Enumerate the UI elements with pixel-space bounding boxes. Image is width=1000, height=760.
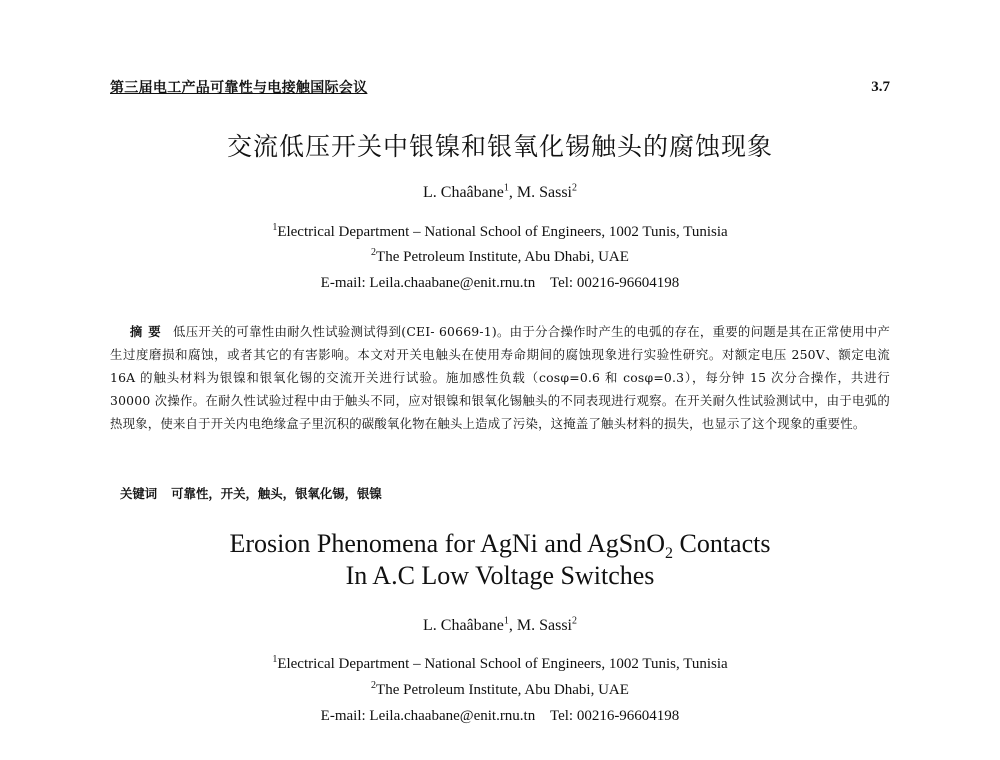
affiliation-2-text: The Petroleum Institute, Abu Dhabi, UAE <box>376 682 629 698</box>
author-separator: , <box>508 184 517 201</box>
affiliation-2-top <box>0 249 1000 266</box>
chinese-title: 交流低压开关中银镍和银氧化锡触头的腐蚀现象 <box>226 132 773 161</box>
contact-top: E-mail: Leila.chaabane@enit.rnu.tn Tel: 00216-96604198 <box>320 275 680 291</box>
author-1: L. Chaâbane <box>423 184 504 201</box>
affiliation-2-bottom <box>0 682 1000 699</box>
affiliation-1-top <box>0 224 1000 241</box>
affiliation-2-text: The Petroleum Institute, Abu Dhabi, UAE <box>376 249 629 265</box>
affiliation-1-bottom <box>0 656 1000 673</box>
english-title-part-2: Contacts <box>672 529 771 558</box>
author-1: L. Chaâbane <box>423 617 504 634</box>
affiliation-1-sup: 1 <box>272 222 278 233</box>
authors-top <box>0 184 1000 202</box>
author-1-sup: 1 <box>503 615 509 627</box>
conference-header: 第三届电工产品可靠性与电接触国际会议 <box>110 80 368 96</box>
author-2-sup: 2 <box>571 182 577 194</box>
author-2: M. Sassi <box>516 184 572 201</box>
keywords <box>120 484 382 502</box>
english-title-line-1 <box>0 528 1000 563</box>
author-1-sup: 1 <box>503 182 509 194</box>
contact-bottom: E-mail: Leila.chaabane@enit.rnu.tn Tel: 00216-96604198 <box>320 708 680 724</box>
abstract <box>110 320 890 435</box>
section-number: 3.7 <box>871 79 890 95</box>
english-title-line-2: In A.C Low Voltage Switches <box>345 561 655 590</box>
keywords-text: 可靠性，开关，触头，银氧化锡，银镍 <box>171 486 382 501</box>
author-separator: , <box>508 617 517 634</box>
abstract-text: 低压开关的可靠性由耐久性试验测试得到(CEI- 60669-1)。由于分合操作时产生的电弧的存在，重要的问题是其在正常使用中产生过度磨损和腐蚀，或者其它的有害影响。本文对开关电触头在使用寿命期间的腐蚀现象进行实验性研究。对额定电压 250V、额定电流 16A 的触头材料为银镍和银氧化锡的交流开关进行试验。施加感性负载（cosφ=0.6 和 cosφ=0.3），每分钟 15 次分合操作，共进行 30000 次操作。在耐久性试验过程中由于触头不同，应对银镍和银氧化锡触头的不同表现进行观察。在开关耐久性试验测试中，由于电弧的热现象，使来自于开关内电绝缘盒子里沉积的碳酸氧化物在触头上造成了污染，这掩盖了触头材料的损失，也显示了这个现象的重要性。 <box>110 324 890 431</box>
author-2-sup: 2 <box>571 615 577 627</box>
affiliation-2-sup: 2 <box>371 680 377 691</box>
affiliation-2-sup: 2 <box>371 247 377 258</box>
english-title <box>0 528 1000 592</box>
english-title-part-1: Erosion Phenomena for AgNi and AgSnO <box>229 529 665 558</box>
affiliation-1-text: Electrical Department – National School of Engineers, 1002 Tunis, Tunisia <box>277 224 728 240</box>
english-title-subscript: 2 <box>664 545 673 563</box>
affiliation-1-sup: 1 <box>272 654 278 665</box>
keywords-label: 关键词 <box>120 486 158 501</box>
abstract-label: 摘要 <box>129 324 167 339</box>
author-2: M. Sassi <box>516 617 572 634</box>
authors-bottom <box>0 617 1000 635</box>
affiliation-1-text: Electrical Department – National School of Engineers, 1002 Tunis, Tunisia <box>277 656 728 672</box>
